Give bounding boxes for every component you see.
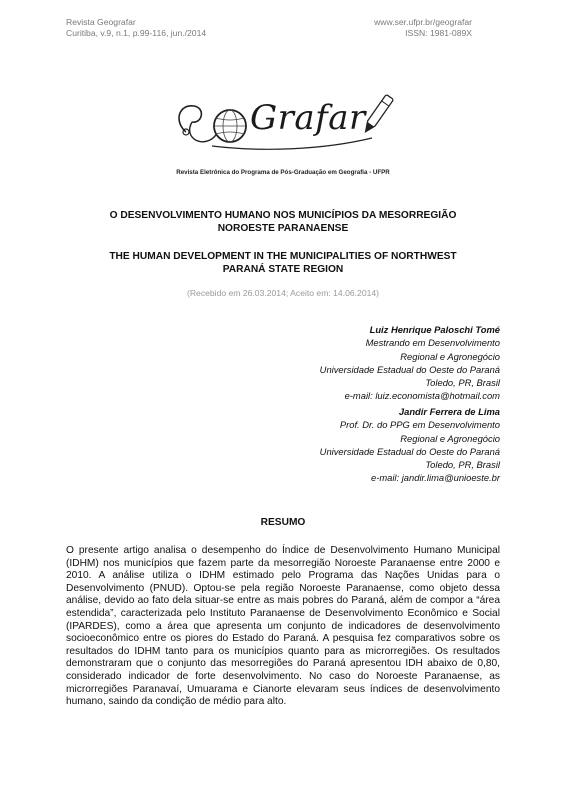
author-email: e-mail: jandir.lima@unioeste.br [370, 472, 500, 484]
article-title-portuguese [60, 209, 506, 235]
author-location: Toledo, PR, Brasil [425, 459, 500, 471]
author-email: e-mail: luiz.economista@hotmail.com [344, 390, 500, 402]
author-block [320, 323, 500, 403]
author-name: Luiz Henrique Paloschi Tomé [369, 324, 500, 335]
author-location: Toledo, PR, Brasil [425, 377, 500, 389]
author-affiliation: Mestrando em Desenvolvimento [365, 337, 500, 349]
journal-issn: ISSN: 1981-089X [405, 28, 472, 38]
journal-url: www.ser.ufpr.br/geografar [374, 17, 472, 27]
author-name: Jandir Ferrera de Lima [398, 406, 500, 417]
abstract-heading: RESUMO [260, 517, 306, 528]
title-en-line: PARANÁ STATE REGION [222, 264, 344, 275]
received-dates: (Recebido em 26.03.2014; Aceito em: 14.06.2014) [186, 288, 380, 298]
author-affiliation: Prof. Dr. do PPG em Desenvolvimento [339, 419, 500, 431]
logo-subtitle: Revista Eletrônica do Programa de Pós-Graduação em Geografia - UFPR [176, 169, 390, 176]
article-title-english [60, 250, 506, 276]
journal-logo [172, 92, 394, 158]
journal-citation: Curitiba, v.9, n.1, p.99-116, jun./2014 [66, 28, 207, 38]
author-affiliation: Universidade Estadual do Oeste do Paraná [319, 445, 500, 457]
author-affiliation: Regional e Agronegócio [400, 350, 500, 362]
journal-header-right [374, 17, 472, 39]
title-pt-line: O DESENVOLVIMENTO HUMANO NOS MUNICÍPIOS DA MESORREGIÃO [109, 210, 457, 221]
title-pt-line: NOROESTE PARANAENSE [217, 223, 349, 234]
title-en-line: THE HUMAN DEVELOPMENT IN THE MUNICIPALITIES OF NORTHWEST [109, 251, 457, 262]
logo-wordmark: Grafar [250, 98, 366, 138]
journal-name: Revista Geografar [66, 17, 136, 27]
author-block [320, 405, 500, 485]
author-affiliation: Universidade Estadual do Oeste do Paraná [319, 363, 500, 375]
abstract-body: O presente artigo analisa o desempenho do Índice de Desenvolvimento Humano Municipal (IDHM) nos municípios que fazem parte da mesorregião Noroeste Paranaense entre 2000 e 2010. A análise utiliza o IDHM estimado pelo Programa das Nações Unidas para o Desenvolvimento (PNUD). Optou-se pela região Noroeste Paranaense, como objeto dessa análise, devido ao fato dela situar-se entre as mais pobres do Paraná, além de compor a “área estendida”, caracterizada pelo Instituto Paranaense de Desenvolvimento Econômico e Social (IPARDES), como a área que apresenta um conjunto de indicadores de desenvolvimento socioeconômico entre os piores do Estado do Paraná. A pesquisa fez comparativos sobre os resultados do IDHM tanto para os municípios quanto para as microrregiões. Os resultados demonstraram que o conjunto das mesorregiões do Paraná apresentou IDH abaixo de 0,80, considerado indicador de forte desenvolvimento. No caso do Noroeste Paranaense, as microrregiões Paranavaí, Umuarama e Cianorte elevaram seus índices de desenvolvimento humano, saindo da condição de médio para alto. [66, 545, 500, 708]
author-affiliation: Regional e Agronegócio [400, 432, 500, 444]
journal-header-left [66, 17, 206, 39]
